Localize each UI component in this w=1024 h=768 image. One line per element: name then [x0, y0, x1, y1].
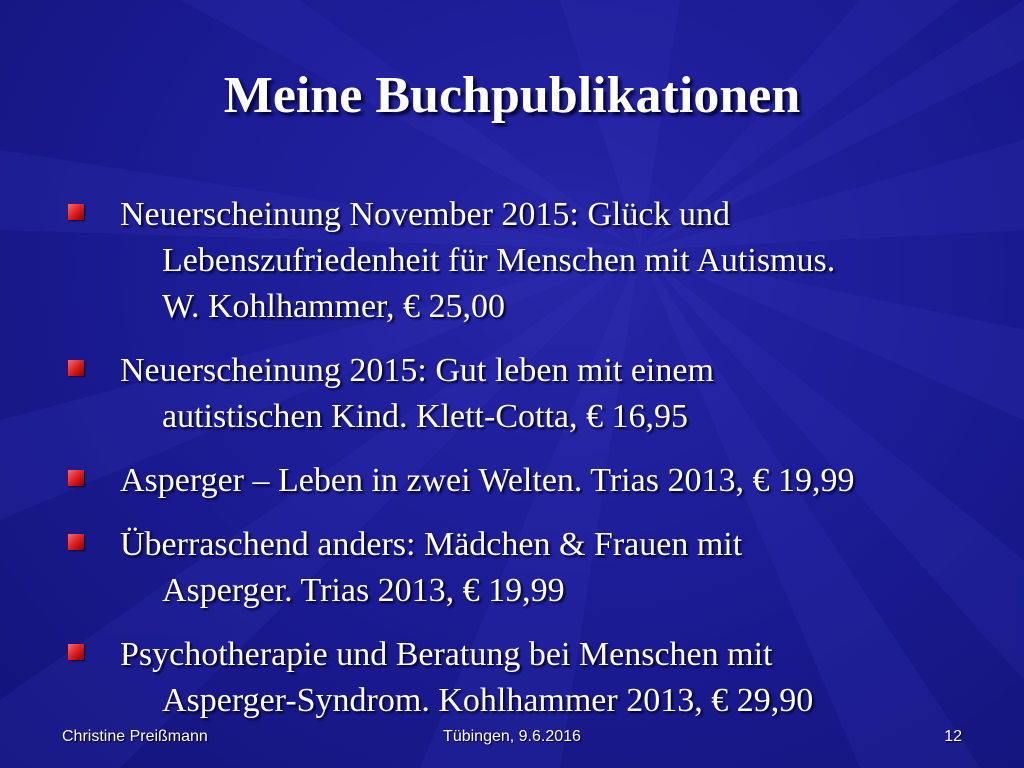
- bullet-line: W. Kohlhammer, € 25,00: [162, 288, 506, 325]
- bullet-text: [120, 632, 980, 724]
- bullet-text: [120, 348, 980, 440]
- footer-author: Christine Preißmann: [62, 728, 208, 745]
- bullet-line: Neuerscheinung November 2015: Glück und: [120, 196, 730, 233]
- square-bullet-icon: [68, 360, 84, 376]
- bullet-list: [60, 192, 980, 742]
- square-bullet-icon: [68, 644, 84, 660]
- bullet-line: Neuerscheinung 2015: Gut leben mit einem: [120, 352, 714, 389]
- slide-title: Meine Buchpublikationen: [223, 67, 801, 124]
- bullet-line: Asperger. Trias 2013, € 19,99: [162, 572, 565, 609]
- bullet-item: [60, 458, 980, 504]
- bullet-item: [60, 632, 980, 724]
- square-bullet-icon: [68, 534, 84, 550]
- bullet-text: [120, 522, 980, 614]
- bullet-line: Asperger-Syndrom. Kohlhammer 2013, € 29,90: [162, 682, 814, 719]
- bullet-line: Asperger – Leben in zwei Welten. Trias 2013, € 19,99: [120, 462, 855, 499]
- bullet-line: autistischen Kind. Klett-Cotta, € 16,95: [162, 398, 688, 435]
- bullet-item: [60, 348, 980, 440]
- footer-page-number: 12: [944, 728, 962, 745]
- bullet-text: [120, 458, 980, 504]
- square-bullet-icon: [68, 204, 84, 220]
- bullet-line: Psychotherapie und Beratung bei Menschen mit: [120, 636, 773, 673]
- bullet-line: Lebenszufriedenheit für Menschen mit Autismus.: [162, 242, 836, 279]
- bullet-line: Überraschend anders: Mädchen & Frauen mit: [120, 526, 743, 563]
- footer-place-date: Tübingen, 9.6.2016: [443, 728, 581, 745]
- square-bullet-icon: [68, 470, 84, 486]
- bullet-text: [120, 192, 980, 330]
- bullet-item: [60, 522, 980, 614]
- bullet-item: [60, 192, 980, 330]
